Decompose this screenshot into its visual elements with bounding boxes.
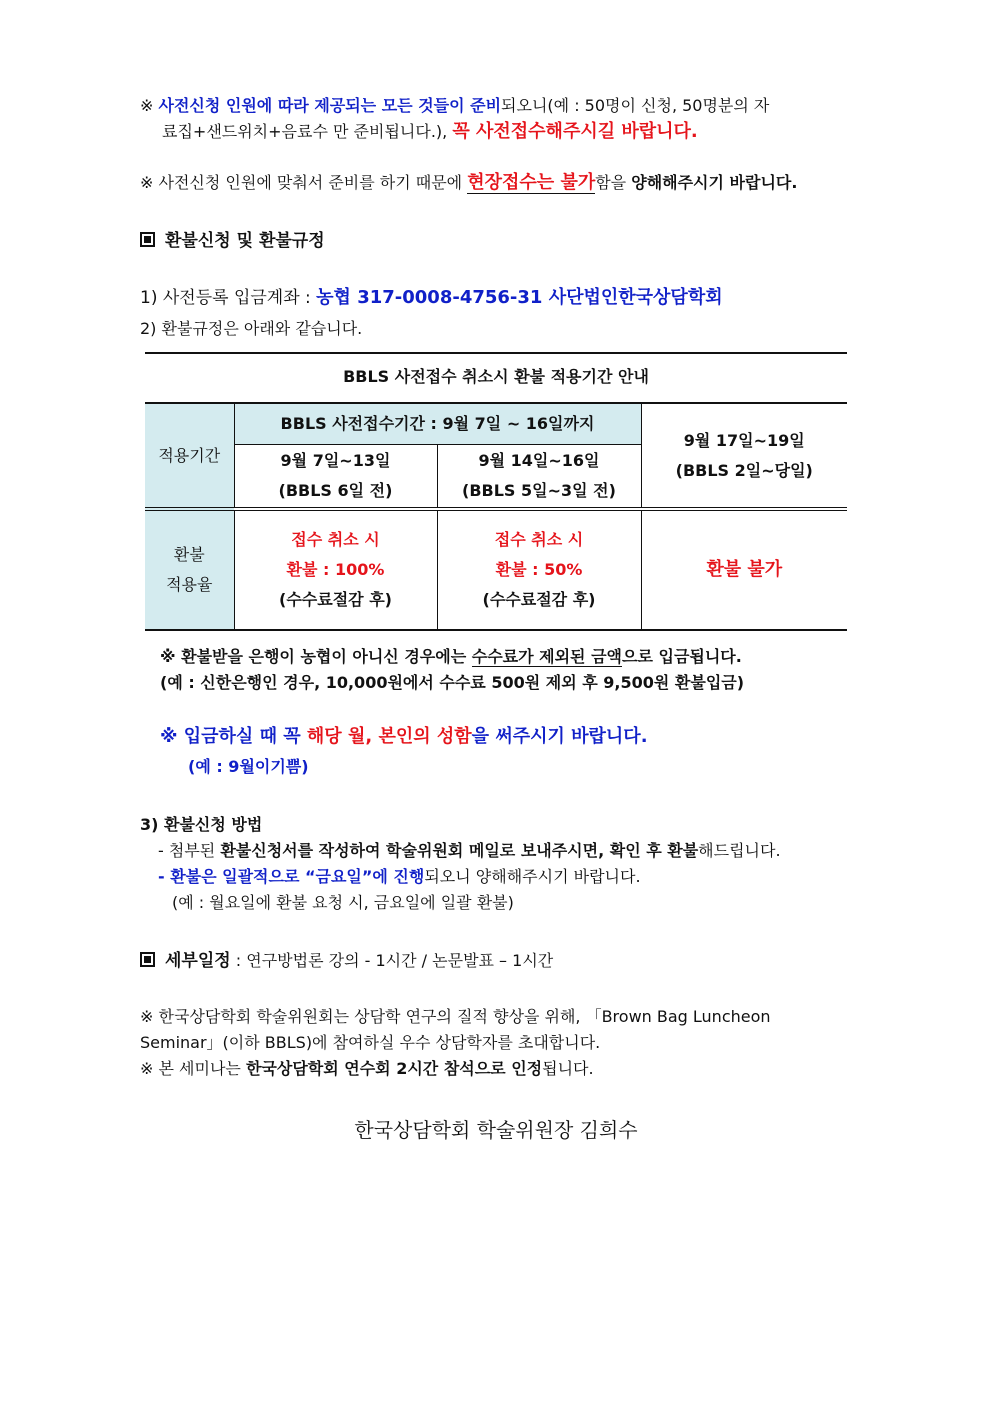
deposit-note-red: 해당 월, 본인의 성함 xyxy=(306,726,472,747)
notice-text: 사전신청 인원에 맞춰서 준비를 하기 때문에 xyxy=(158,173,463,192)
rate-header-line2: 적용율 xyxy=(166,575,213,594)
refund-method xyxy=(140,812,852,916)
account-number: 농협 317-0008-4756-31 사단법인한국상담학회 xyxy=(316,287,723,308)
bank-note-text-2: 으로 입금됩니다. xyxy=(622,647,742,666)
refund-rule-text: 2) 환불규정은 아래와 같습니다. xyxy=(140,319,363,338)
notice-no-onsite xyxy=(140,170,852,196)
notice-mark: ※ xyxy=(140,96,154,115)
schedule xyxy=(140,948,852,974)
square-bullet-icon xyxy=(140,952,155,967)
deposit-note-lead: ※ 입금하실 때 꼭 xyxy=(160,726,301,747)
notice-red-tail: 꼭 사전접수해주시길 바랍니다. xyxy=(452,121,698,142)
rate-col3: 환불 불가 xyxy=(641,509,847,630)
intro-line3-b: 한국상담학회 연수회 2시간 참석으로 인정 xyxy=(245,1059,543,1078)
method-line3: (예 : 월요일에 환불 요청 시, 금요일에 일괄 환불) xyxy=(172,893,514,912)
period-col3-dates: 9월 17일~19일 xyxy=(683,430,805,450)
bank-note-underlined: 수수료가 제외된 금액 xyxy=(471,647,622,666)
rate-col1-line3: (수수료절감 후) xyxy=(279,590,392,609)
method-line1-b: 환불신청서를 작성하여 학술위원회 메일로 보내주시면, 확인 후 환불 xyxy=(220,841,699,860)
period-col1-note: (BBLS 6일 전) xyxy=(278,481,393,500)
rate-header-line1: 환불 xyxy=(173,545,205,564)
period-header: 적용기간 xyxy=(145,403,234,509)
method-line1-a: - 첨부된 xyxy=(158,841,216,860)
schedule-title: 세부일정 xyxy=(165,951,231,971)
method-title: 3) 환불신청 방법 xyxy=(140,815,263,834)
period-col1-dates: 9월 7일~13일 xyxy=(280,451,391,470)
notice-text-2: 함을 xyxy=(595,173,627,192)
table-top-rule xyxy=(145,352,847,354)
deposit-note-example: (예 : 9월이기쁨) xyxy=(188,757,309,776)
method-line2-b: 되오니 양해해주시기 바랍니다. xyxy=(424,867,641,886)
period-col3-note: (BBLS 2일~당일) xyxy=(675,460,813,480)
rate-col2-line1: 접수 취소 시 xyxy=(494,530,584,549)
period-col2-dates: 9월 14일~16일 xyxy=(478,451,600,470)
deposit-note-tail: 을 써주시기 바랍니다. xyxy=(471,726,648,747)
signature: 한국상담학회 학술위원장 김희수 xyxy=(354,1118,638,1142)
table-row xyxy=(145,403,847,445)
method-line2-a: - 환불은 일괄적으로 “금요일”에 진행 xyxy=(158,867,425,886)
notice-text-cont: 료집+샌드위치+음료수 만 준비됩니다.), xyxy=(162,122,448,141)
method-line1-c: 해드립니다. xyxy=(698,841,781,860)
deposit-account xyxy=(140,285,852,311)
rate-col1-line2: 환불 : 100% xyxy=(286,560,385,579)
notice-bold-tail: 양해해주시기 바랍니다. xyxy=(631,173,798,192)
bank-note xyxy=(160,644,840,696)
rate-col1-line1: 접수 취소 시 xyxy=(291,530,380,549)
rate-col2-line2: 환불 : 50% xyxy=(495,560,583,579)
notice-mark: ※ xyxy=(140,173,154,192)
bank-note-text: ※ 환불받을 은행이 농협이 아니신 경우에는 xyxy=(160,647,467,666)
schedule-text: : 연구방법론 강의 - 1시간 / 논문발표 – 1시간 xyxy=(235,951,554,970)
notice-prepared-items xyxy=(140,93,852,145)
refund-rule-intro xyxy=(140,316,852,342)
period-col2-note: (BBLS 5일~3일 전) xyxy=(462,481,616,500)
refund-table xyxy=(145,402,847,631)
period-col3 xyxy=(641,403,847,509)
section-refund-title xyxy=(140,228,852,254)
table-row xyxy=(145,509,847,630)
intro-line3-c: 됩니다. xyxy=(542,1059,594,1078)
intro-line1: ※ 한국상담학회 학술위원회는 상담학 연구의 질적 향상을 위해, 「Brown Bag Luncheon xyxy=(140,1007,771,1026)
notice-blue-lead: 사전신청 인원에 따라 제공되는 모든 것들이 준비 xyxy=(158,96,502,115)
bbls-period-header: BBLS 사전접수기간 : 9월 7일 ~ 16일까지 xyxy=(234,403,641,445)
notice-onsite-not-allowed: 현장접수는 불가 xyxy=(467,172,596,193)
bank-note-example: (예 : 신한은행인 경우, 10,000원에서 수수료 500원 제외 후 9,500원 환불입금) xyxy=(160,673,745,692)
rate-col2-line3: (수수료절감 후) xyxy=(482,590,596,609)
rate-col2 xyxy=(437,509,641,630)
table-caption: BBLS 사전접수 취소시 환불 적용기간 안내 xyxy=(343,367,649,386)
intro-line3-a: ※ 본 세미나는 xyxy=(140,1059,241,1078)
notice-text: 되오니(예 : 50명이 신청, 50명분의 자 xyxy=(501,96,770,115)
rate-col1 xyxy=(234,509,437,630)
account-prefix: 1) 사전등록 입금계좌 : xyxy=(140,288,311,308)
period-col2 xyxy=(437,445,641,510)
intro xyxy=(140,1004,852,1082)
period-col1 xyxy=(234,445,437,510)
rate-header xyxy=(145,509,234,630)
section-refund-label: 환불신청 및 환불규정 xyxy=(165,231,325,251)
square-bullet-icon xyxy=(140,232,155,247)
intro-line2: Seminar」(이하 BBLS)에 참여하실 우수 상담학자를 초대합니다. xyxy=(140,1033,601,1052)
deposit-note xyxy=(160,722,840,782)
